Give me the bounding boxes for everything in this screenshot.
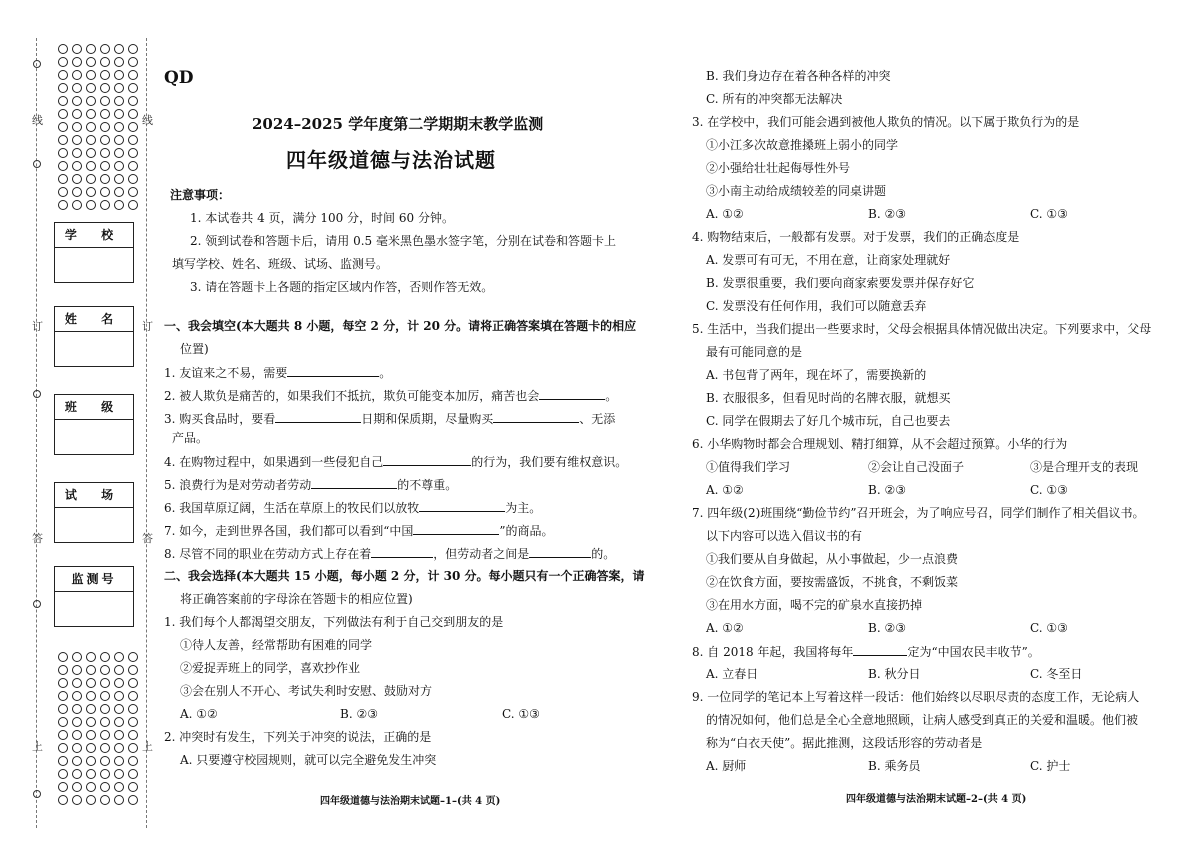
margin-char: 订 [142, 320, 153, 333]
answer-blank[interactable] [275, 410, 361, 423]
page2-footer: 四年级道德与法治期末试题–2–(共 4 页) [846, 794, 1027, 805]
choice-option-c[interactable]: C. 同学在假期去了好几个城市玩，自己也要去 [706, 414, 951, 428]
answer-dot-grid-bottom [46, 648, 150, 804]
class-blank[interactable] [55, 420, 133, 454]
exam-header: 2024–2025 学年度第二学期期末教学监测 [252, 115, 544, 133]
choice-option-b[interactable]: B. 我们身边存在着各种各样的冲突 [706, 69, 891, 83]
choice-question-7-cont: 以下内容可以选入倡议书的有 [706, 529, 863, 543]
binding-hole-mark [33, 60, 41, 68]
fill-question-7: 7. 如今，走到世界各国，我们都可以看到“中国 ”的商品。 [164, 524, 554, 538]
choice-option-c[interactable]: C. ①③ [1030, 483, 1068, 497]
choice-option-a[interactable]: A. 立春日 [706, 667, 759, 681]
page1-footer: 四年级道德与法治期末试题–1–(共 4 页) [320, 796, 501, 807]
choice-question-4: 4. 购物结束后，一般都有发票。对于发票，我们的正确态度是 [692, 230, 1020, 244]
choice-option-b[interactable]: B. ②③ [868, 483, 906, 497]
choice-item: ②会让自己没面子 [868, 460, 965, 474]
choice-option-c[interactable]: C. 所有的冲突都无法解决 [706, 92, 843, 106]
choice-item: ①待人友善，经常帮助有困难的同学 [180, 638, 373, 652]
choice-question-7: 7. 四年级(2)班围绕“勤俭节约”召开班会，为了响应号召，同学们制作了相关倡议书。 [692, 506, 1145, 520]
monitor-no-blank[interactable] [55, 592, 133, 626]
choice-item: ①我们要从自身做起，从小事做起，少一点浪费 [706, 552, 959, 566]
choice-item: ①值得我们学习 [706, 460, 791, 474]
choice-item: ②在饮食方面，要按需盛饭，不挑食，不剩饭菜 [706, 575, 959, 589]
choice-item: ③会在别人不开心、考试失利时安慰、鼓励对方 [180, 684, 433, 698]
choice-item: ①小江多次故意推搡班上弱小的同学 [706, 138, 899, 152]
bubble-dot [72, 795, 82, 805]
choice-option-a[interactable]: A. 厨师 [706, 759, 747, 773]
choice-option-b[interactable]: B. ②③ [868, 621, 906, 635]
binding-strip [0, 0, 160, 849]
answer-blank[interactable] [383, 453, 471, 466]
choice-question-5: 5. 生活中，当我们提出一些要求时，父母会根据具体情况做出决定。下列要求中，父母 [692, 322, 1152, 336]
fill-question-8: 8. 尽管不同的职业在劳动方式上存在着 ，但劳动者之间是 的。 [164, 547, 616, 561]
margin-char: 答 [32, 532, 43, 545]
choice-option-a[interactable]: A. 只要遵守校园规则，就可以完全避免发生冲突 [180, 753, 437, 767]
choice-option-b[interactable]: B. ②③ [340, 707, 378, 721]
school-field [54, 222, 134, 283]
bubble-dot [58, 795, 68, 805]
binding-hole-mark [33, 390, 41, 398]
name-field [54, 306, 134, 367]
answer-blank[interactable] [311, 476, 397, 489]
choice-option-a[interactable]: A. ①② [706, 621, 744, 635]
answer-blank[interactable] [539, 387, 605, 400]
choice-option-c[interactable]: C. ①③ [1030, 207, 1068, 221]
bubble-dot [100, 795, 110, 805]
margin-char: 答 [142, 532, 153, 545]
choice-option-b[interactable]: B. 乘务员 [868, 759, 921, 773]
margin-char: 线 [142, 114, 153, 127]
choice-option-c[interactable]: C. ①③ [1030, 621, 1068, 635]
choice-item: ③是合理开支的表现 [1030, 460, 1139, 474]
choice-option-a[interactable]: A. 书包背了两年，现在坏了，需要换新的 [706, 368, 927, 382]
answer-blank[interactable] [529, 545, 591, 558]
answer-blank[interactable] [413, 522, 499, 535]
note-2-cont: 填写学校、姓名、班级、试场、监测号。 [172, 257, 389, 271]
exam-room-label: 试 场 [55, 483, 133, 508]
choice-option-a[interactable]: A. ①② [706, 483, 744, 497]
choice-question-2: 2. 冲突时有发生，下列关于冲突的说法，正确的是 [164, 730, 432, 744]
choice-option-a[interactable]: A. ①② [180, 707, 218, 721]
monitor-no-field [54, 566, 134, 627]
monitor-no-label: 监测号 [55, 567, 133, 592]
choice-question-1: 1. 我们每个人都渴望交朋友，下列做法有利于自己交到朋友的是 [164, 615, 504, 629]
exam-room-blank[interactable] [55, 508, 133, 542]
choice-option-c[interactable]: C. ①③ [502, 707, 540, 721]
margin-char: 订 [32, 320, 43, 333]
name-label: 姓 名 [55, 307, 133, 332]
margin-char: 线 [32, 114, 43, 127]
bubble-dot [86, 795, 96, 805]
bubble-dot [128, 200, 138, 210]
choice-option-c[interactable]: C. 护士 [1030, 759, 1071, 773]
answer-blank[interactable] [371, 545, 433, 558]
notes-heading: 注意事项： [170, 188, 231, 202]
fill-question-5: 5. 浪费行为是对劳动者劳动 的不尊重。 [164, 478, 458, 492]
page-title: 四年级道德与法治试题 [286, 148, 496, 172]
bubble-dot [128, 795, 138, 805]
choice-question-9-cont: 的情况如何，他们总是全心全意地照顾，让病人感受到真正的关爱和温暖。他们被 [706, 713, 1139, 727]
margin-char: 上 [32, 740, 43, 753]
note-2: 2. 领到试卷和答题卡后，请用 0.5 毫米黑色墨水签字笔，分别在试卷和答题卡上 [190, 234, 616, 248]
choice-item: ②爱捉弄班上的同学，喜欢抄作业 [180, 661, 361, 675]
answer-blank[interactable] [493, 410, 579, 423]
class-label: 班 级 [55, 395, 133, 420]
choice-option-c[interactable]: C. 发票没有任何作用，我们可以随意丢弃 [706, 299, 927, 313]
note-1: 1. 本试卷共 4 页，满分 100 分，时间 60 分钟。 [190, 211, 454, 225]
bubble-dot [72, 200, 82, 210]
choice-question-5-cont: 最有可能同意的是 [706, 345, 803, 359]
fill-question-6: 6. 我国草原辽阔，生活在草原上的牧民们以放牧 为主。 [164, 501, 542, 515]
fill-question-3-cont: 产品。 [172, 431, 209, 445]
choice-question-9: 9. 一位同学的笔记本上写着这样一段话：他们始终以尽职尽责的态度工作，无论病人 [692, 690, 1140, 704]
answer-blank[interactable] [287, 364, 379, 377]
choice-item: ③小南主动给成绩较差的同桌讲题 [706, 184, 887, 198]
choice-question-8: 8. 自 2018 年起，我国将每年 定为“中国农民丰收节”。 [692, 645, 1040, 659]
choice-option-c[interactable]: C. 冬至日 [1030, 667, 1083, 681]
name-blank[interactable] [55, 332, 133, 366]
answer-dot-grid-top [46, 40, 150, 209]
school-label: 学 校 [55, 223, 133, 248]
class-field [54, 394, 134, 455]
binding-hole-mark [33, 160, 41, 168]
section1-heading: 一、我会填空(本大题共 8 小题，每空 2 分，计 20 分。请将正确答案填在答题卡的相应 [164, 319, 637, 333]
school-blank[interactable] [55, 248, 133, 282]
exam-room-field [54, 482, 134, 543]
choice-option-a[interactable]: A. 发票可有可无，不用在意，让商家处理就好 [706, 253, 951, 267]
choice-option-b[interactable]: B. 发票很重要，我们要向商家索要发票并保存好它 [706, 276, 975, 290]
exam-code: QD [164, 68, 194, 88]
bubble-dot [114, 795, 124, 805]
fill-question-4: 4. 在购物过程中，如果遇到一些侵犯自己 的行为，我们要有维权意识。 [164, 455, 628, 469]
choice-item: ③在用水方面，喝不完的矿泉水直接扔掉 [706, 598, 923, 612]
answer-blank[interactable] [419, 499, 505, 512]
binding-hole-mark [33, 600, 41, 608]
section2-heading-cont: 将正确答案前的字母涂在答题卡的相应位置) [180, 592, 413, 606]
choice-option-b[interactable]: B. ②③ [868, 207, 906, 221]
fill-question-1: 1. 友谊来之不易，需要 。 [164, 366, 392, 380]
choice-question-6: 6. 小华购物时都会合理规划、精打细算，从不会超过预算。小华的行为 [692, 437, 1068, 451]
section2-heading: 二、我会选择(本大题共 15 小题，每小题 2 分，计 30 分。每小题只有一个正确答案，请 [164, 569, 645, 583]
fill-question-2: 2. 被人欺负是痛苦的，如果我们不抵抗，欺负可能变本加厉，痛苦也会 。 [164, 389, 618, 403]
bubble-dot [86, 200, 96, 210]
binding-hole-mark [33, 790, 41, 798]
cut-line-left [36, 38, 37, 828]
section1-heading-cont: 位置) [180, 342, 209, 356]
choice-option-b[interactable]: B. 衣服很多，但看见时尚的名牌衣服，就想买 [706, 391, 951, 405]
choice-option-b[interactable]: B. 秋分日 [868, 667, 921, 681]
answer-blank[interactable] [853, 643, 907, 656]
margin-char: 上 [142, 740, 153, 753]
fill-question-3: 3. 购买食品时，要看 日期和保质期，尽量购买 、无添 [164, 412, 616, 426]
choice-item: ②小强给壮壮起侮辱性外号 [706, 161, 851, 175]
choice-option-a[interactable]: A. ①② [706, 207, 744, 221]
choice-question-3: 3. 在学校中，我们可能会遇到被他人欺负的情况。以下属于欺负行为的是 [692, 115, 1080, 129]
bubble-dot [100, 200, 110, 210]
bubble-dot [58, 200, 68, 210]
choice-question-9-cont: 称为“白衣天使”。据此推测，这段话形容的劳动者是 [706, 736, 983, 750]
note-3: 3. 请在答题卡上各题的指定区域内作答，否则作答无效。 [190, 280, 494, 294]
bubble-dot [114, 200, 124, 210]
